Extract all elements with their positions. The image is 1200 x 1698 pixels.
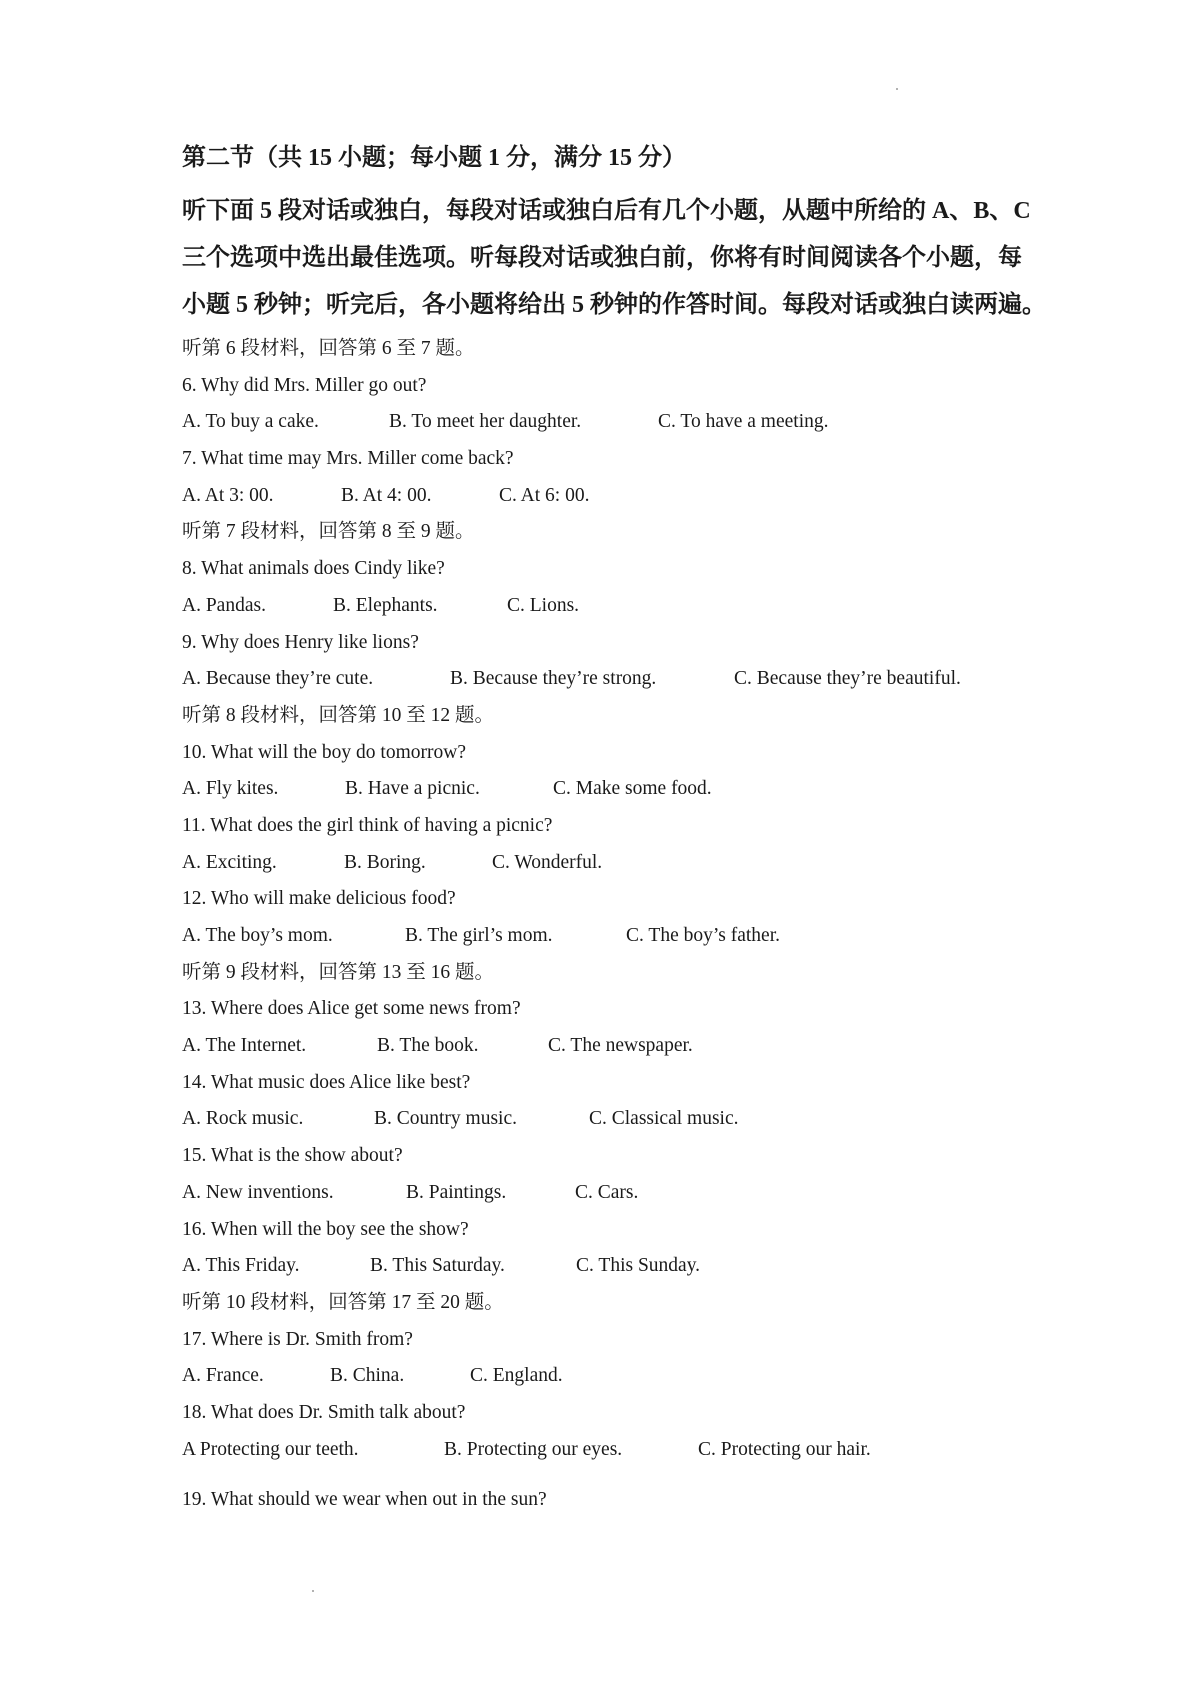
question: 15. What is the show about? <box>182 1145 403 1167</box>
options-row <box>182 1248 1042 1285</box>
option-a: A. Fly kites. <box>182 778 279 800</box>
option-b: B. The book. <box>377 1035 479 1057</box>
option-a: A. This Friday. <box>182 1255 300 1277</box>
option-a: A. Because they’re cute. <box>182 668 374 690</box>
section-intro: 听第 6 段材料，回答第 6 至 7 题。 <box>182 338 475 359</box>
options-row <box>182 771 1042 808</box>
option-c: C. Cars. <box>575 1181 639 1203</box>
option-a: A. Exciting. <box>182 851 277 873</box>
option-c: C. To have a meeting. <box>658 411 829 433</box>
instruction-line: 三个选项中选出最佳选项。听每段对话或独白前，你将有时间阅读各个小题，每 <box>182 245 1022 271</box>
exam-content <box>182 142 1046 1519</box>
question: 18. What does Dr. Smith talk about? <box>182 1401 466 1423</box>
option-c: C. Make some food. <box>553 778 712 800</box>
option-b: B. The girl’s mom. <box>405 925 553 946</box>
instruction-line: 听下面 5 段对话或独白，每段对话或独白后有几个小题，从题中所给的 A、B、C <box>182 198 1031 224</box>
option-a: A. Rock music. <box>182 1108 304 1130</box>
scan-speck <box>896 88 898 90</box>
option-c: C. Protecting our hair. <box>698 1438 871 1460</box>
option-c: C. The boy’s father. <box>626 925 780 946</box>
option-c: C. At 6: 00. <box>499 484 590 506</box>
option-b: B. Elephants. <box>333 594 438 616</box>
option-a: A. Pandas. <box>182 594 266 616</box>
option-a: A. To buy a cake. <box>182 411 319 433</box>
question: 9. Why does Henry like lions? <box>182 631 419 653</box>
option-a: A. The Internet. <box>182 1035 307 1057</box>
option-c: C. This Sunday. <box>576 1255 701 1277</box>
option-a: A. At 3: 00. <box>182 484 274 506</box>
option-a: A. France. <box>182 1365 264 1387</box>
option-c: C. Classical music. <box>589 1108 739 1130</box>
question: 11. What does the girl think of having a picnic? <box>182 814 553 836</box>
question: 16. When will the boy see the show? <box>182 1218 469 1240</box>
instruction-line: 小题 5 秒钟；听完后，各小题将给出 5 秒钟的作答时间。每段对话或独白读两遍。 <box>182 292 1046 318</box>
option-b: B. Paintings. <box>406 1181 507 1203</box>
option-b: B. Have a picnic. <box>345 778 480 800</box>
scan-speck <box>312 1590 314 1592</box>
option-b: B. To meet her daughter. <box>389 411 582 433</box>
question: 8. What animals does Cindy like? <box>182 558 445 580</box>
option-b: B. Protecting our eyes. <box>444 1438 623 1460</box>
question: 19. What should we wear when out in the sun? <box>182 1489 547 1511</box>
question: 7. What time may Mrs. Miller come back? <box>182 448 514 470</box>
options-row <box>182 1432 1042 1469</box>
section-intro: 听第 7 段材料，回答第 8 至 9 题。 <box>182 521 475 543</box>
option-a: A. New inventions. <box>182 1181 334 1203</box>
question: 13. Where does Alice get some news from? <box>182 998 521 1020</box>
options-row <box>182 1175 1042 1212</box>
question: 17. Where is Dr. Smith from? <box>182 1328 413 1350</box>
option-c: C. The newspaper. <box>548 1035 693 1057</box>
option-c: C. Wonderful. <box>492 851 603 873</box>
options-row <box>182 1101 1042 1138</box>
option-a: A Protecting our teeth. <box>182 1438 359 1460</box>
option-b: B. Boring. <box>344 851 426 873</box>
option-c: C. England. <box>470 1365 563 1387</box>
option-a: A. The boy’s mom. <box>182 925 333 946</box>
section-intro: 听第 9 段材料，回答第 13 至 16 题。 <box>182 961 495 983</box>
option-c: C. Lions. <box>507 594 580 616</box>
section-intro: 听第 8 段材料，回答第 10 至 12 题。 <box>182 704 495 726</box>
section-intro: 听第 10 段材料，回答第 17 至 20 题。 <box>182 1291 504 1313</box>
option-b: B. At 4: 00. <box>341 484 432 506</box>
option-c: C. Because they’re beautiful. <box>734 668 961 690</box>
options-row <box>182 478 1042 515</box>
question: 14. What music does Alice like best? <box>182 1071 471 1093</box>
option-b: B. This Saturday. <box>370 1255 505 1277</box>
options-row <box>182 588 1042 625</box>
options-row <box>182 845 1042 882</box>
question: 6. Why did Mrs. Miller go out? <box>182 374 427 396</box>
question: 10. What will the boy do tomorrow? <box>182 741 466 763</box>
spacer <box>182 1468 1042 1482</box>
options-row <box>182 1358 1042 1395</box>
question: 12. Who will make delicious food? <box>182 888 456 910</box>
section-heading: 第二节（共 15 小题；每小题 1 分，满分 15 分） <box>182 145 686 171</box>
instructions <box>182 188 1046 329</box>
option-b: B. Because they’re strong. <box>450 668 657 690</box>
options-row <box>182 1028 1042 1065</box>
option-b: B. China. <box>330 1365 405 1387</box>
options-row <box>182 404 1042 441</box>
options-row <box>182 918 1042 955</box>
options-row <box>182 661 1042 698</box>
option-b: B. Country music. <box>374 1108 518 1130</box>
